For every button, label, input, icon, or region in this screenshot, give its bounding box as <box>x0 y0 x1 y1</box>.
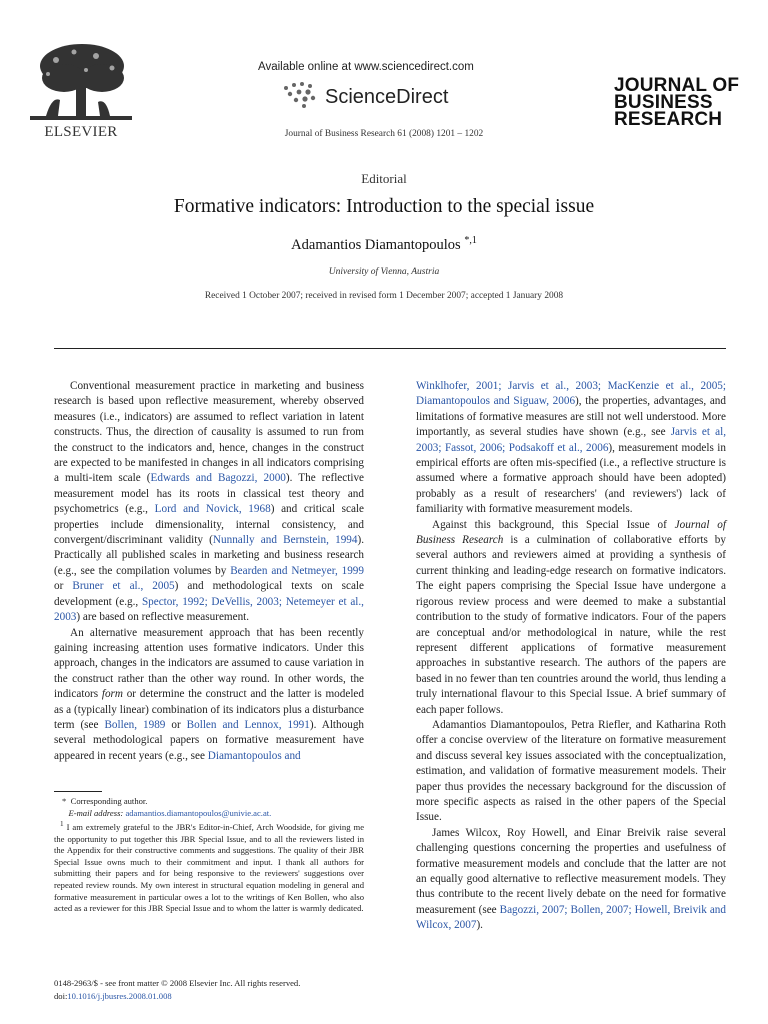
sciencedirect-wordmark: ScienceDirect <box>325 86 449 108</box>
citation-link[interactable]: Nunnally and Bernstein, 1994 <box>212 534 358 547</box>
footnote-1: $^1$ I am extremely grateful to the JBR's Editor-in-Chief, Arch Woodside, for giving me the opportunity to put together this JBR Special Issue, and to all the reviewers listed in the Appendix for their constructive comments and suggestions. The quality of their JBR Special Issue owns much to their commitment and input. I thank all authors for submitting their papers and for being responsive to the reviewers' suggestions over repeated review rounds. My own interest in structural equation modeling in general and formative measurement in particular owes a lot to the writings of Ken Bollen, who also acted as a reviewer for this JBR Special Issue and to whom the latter is warmly dedicated. <box>54 820 365 914</box>
doi-link[interactable]: 10.1016/j.jbusres.2008.01.008 <box>67 990 172 1001</box>
issn-line: 0148-2963/$ - see front matter © 2008 Elsevier Inc. All rights reserved. <box>54 978 301 988</box>
paragraph: Adamantios Diamantopoulos, Petra Riefler, and Katharina Roth offer a concise overview of the literature on formative measurement and discuss several key issues associated with the conceptualization, estimation, and validation of formative measurement models. Their paper thus provides the necessary background for the discussion of more specific aspects as raised in the other papers of the Special Issue. <box>416 718 726 824</box>
citation-link[interactable]: Edwards and Bagozzi, 2000 <box>150 472 286 485</box>
paragraph: An alternative measurement approach that has been recently gaining increasing attention uses formative indicators. Under this approach, changes in the indicators are assumed to cause variation in the construct rather than the other way round. In other words, the indicators form or determine the construct and the latter is modeled as a (typically linear) combination of its indicators plus a disturbance term (see Bollen, 1989 or Bollen and Lennox, 1991). Although several methodological papers on formative measurement have appeared in recent years (e.g., see Diamantopoulos and <box>54 626 365 762</box>
citation-link[interactable]: Spector, 1992; DeVellis, 2003; Netemeyer et al., 2003 <box>54 595 364 624</box>
author-footnote-marks[interactable]: *,1 <box>464 235 477 246</box>
journal-logo-line: JOURNAL OF <box>614 75 740 96</box>
copyright-block <box>54 977 300 1002</box>
footnote-email: E-mail address: adamantios.diamantopoulos@univie.ac.at. <box>68 807 272 818</box>
citation-link[interactable]: Diamantopoulos and <box>207 749 301 762</box>
citation-link[interactable]: Lord and Novick, 1968 <box>154 503 271 516</box>
body-column-right <box>416 379 726 934</box>
footnote-corresponding: * Corresponding author. <box>62 796 148 806</box>
citation-link[interactable]: Winklhofer, 2001; Jarvis et al., 2003; MacKenzie et al., 2005; Diamantopoulos and Siguaw, 2006 <box>416 380 726 408</box>
journal-logo-line: BUSINESS <box>614 92 713 113</box>
elsevier-tree-logo <box>26 38 136 138</box>
section-label: Editorial <box>361 171 407 186</box>
citation-link[interactable]: Jarvis et al, 2003; Fassot, 2006; Podsakoff et al., 2006 <box>416 426 727 454</box>
citation-link[interactable]: Bruner et al., 2005 <box>72 580 175 593</box>
author-name: Adamantios Diamantopoulos <box>291 237 461 253</box>
paragraph: Winklhofer, 2001; Jarvis et al., 2003; MacKenzie et al., 2005; Diamantopoulos and Siguaw, 2006), the properties, advantages, and limitations of formative measures are still not well understood. More importantly, as several studies have shown (e.g., see Jarvis et al, 2003; Fassot, 2006; Podsakoff et al., 2006), measurement models in empirical efforts are often mis-specified (i.e., a reflective structure is assumed where a formative approach should have been adopted) probably as a result of researchers' (and reviewers') lack of familiarity with formative measurement models. <box>416 380 727 516</box>
paragraph: James Wilcox, Roy Howell, and Einar Breivik raise several challenging questions concerning the properties and usefulness of formative measurement models and conclude that the latter are not an equally good alternative to reflective measurement models. They thus contribute to the recent lively debate on the need for formative measurement (see Bagozzi, 2007; Bollen, 2007; Howell, Breivik and Wilcox, 2007). <box>416 826 726 932</box>
paragraph: Conventional measurement practice in marketing and business research is based upon reflective measurement, whereby observed measures (i.e., indicators) are assumed to reflect variation in latent constructs. Thus, the direction of causality is assumed to run from the construct to the indicators and, hence, changes in the construct are expected to be manifested in changes in all indicators comprising a multi-item scale (Edwards and Bagozzi, 2000). The reflective measurement model has its roots in classical test theory and psychometrics (e.g., Lord and Novick, 1968) and critical scale properties include dimensionality, internal consistency, and convergent/discriminant validity (Nunnally and Bernstein, 1994). Practically all published scales in marketing and business research (e.g., see the compilation volumes by Bearden and Netmeyer, 1999 or Bruner et al., 2005) and methodological texts on scale development (e.g., Spector, 1992; DeVellis, 2003; Netemeyer et al., 2003) are based on reflective measurement. <box>54 380 365 624</box>
publisher-name: ELSEVIER <box>44 124 118 140</box>
citation-link[interactable]: Bollen and Lennox, 1991 <box>186 718 310 731</box>
article-title: Formative indicators: Introduction to the special issue <box>173 196 595 217</box>
journal-logo <box>614 75 740 130</box>
email-link[interactable]: adamantios.diamantopoulos@univie.ac.at. <box>125 807 272 818</box>
body-column-left <box>54 379 364 764</box>
journal-logo-line: RESEARCH <box>614 109 723 130</box>
author-line <box>0 235 768 254</box>
footnotes <box>54 796 364 915</box>
citation-link[interactable]: Bollen, 1989 <box>104 718 166 731</box>
author-affiliation: University of Vienna, Austria <box>328 267 440 277</box>
citation-link[interactable]: Bearden and Netmeyer, 1999 <box>230 564 364 577</box>
doi-line: doi:10.1016/j.jbusres.2008.01.008 <box>54 990 172 1001</box>
footnote-divider <box>54 791 102 792</box>
received-dates: Received 1 October 2007; received in revised form 1 December 2007; accepted 1 January 2008 <box>204 291 564 301</box>
header-divider <box>54 348 726 349</box>
citation-link[interactable]: Bagozzi, 2007; Bollen, 2007; Howell, Breivik and Wilcox, 2007 <box>416 903 726 932</box>
journal-citation: Journal of Business Research 61 (2008) 1201 – 1202 <box>284 129 484 139</box>
paragraph: Against this background, this Special Issue of Journal of Business Research is a culmination of collaborative efforts by several authors and reviewers aimed at providing a synthesis of current thinking and leading-edge research on formative indicators. The eight papers comprising the Special Issue have undergone a rigorous review process and were deemed to make a substantial contribution to the study of formative indicators. Four of the papers are conceptual and/or methodological in nature, while the rest represent different applications of formative measurement approaches in substantive research. The authors of the papers are based in no fewer than ten countries around the world, thus lending a truly international flavour to this Special Issue. A brief summary of each paper follows. <box>416 518 726 716</box>
available-online-text: Available online at www.sciencedirect.com <box>258 61 474 73</box>
